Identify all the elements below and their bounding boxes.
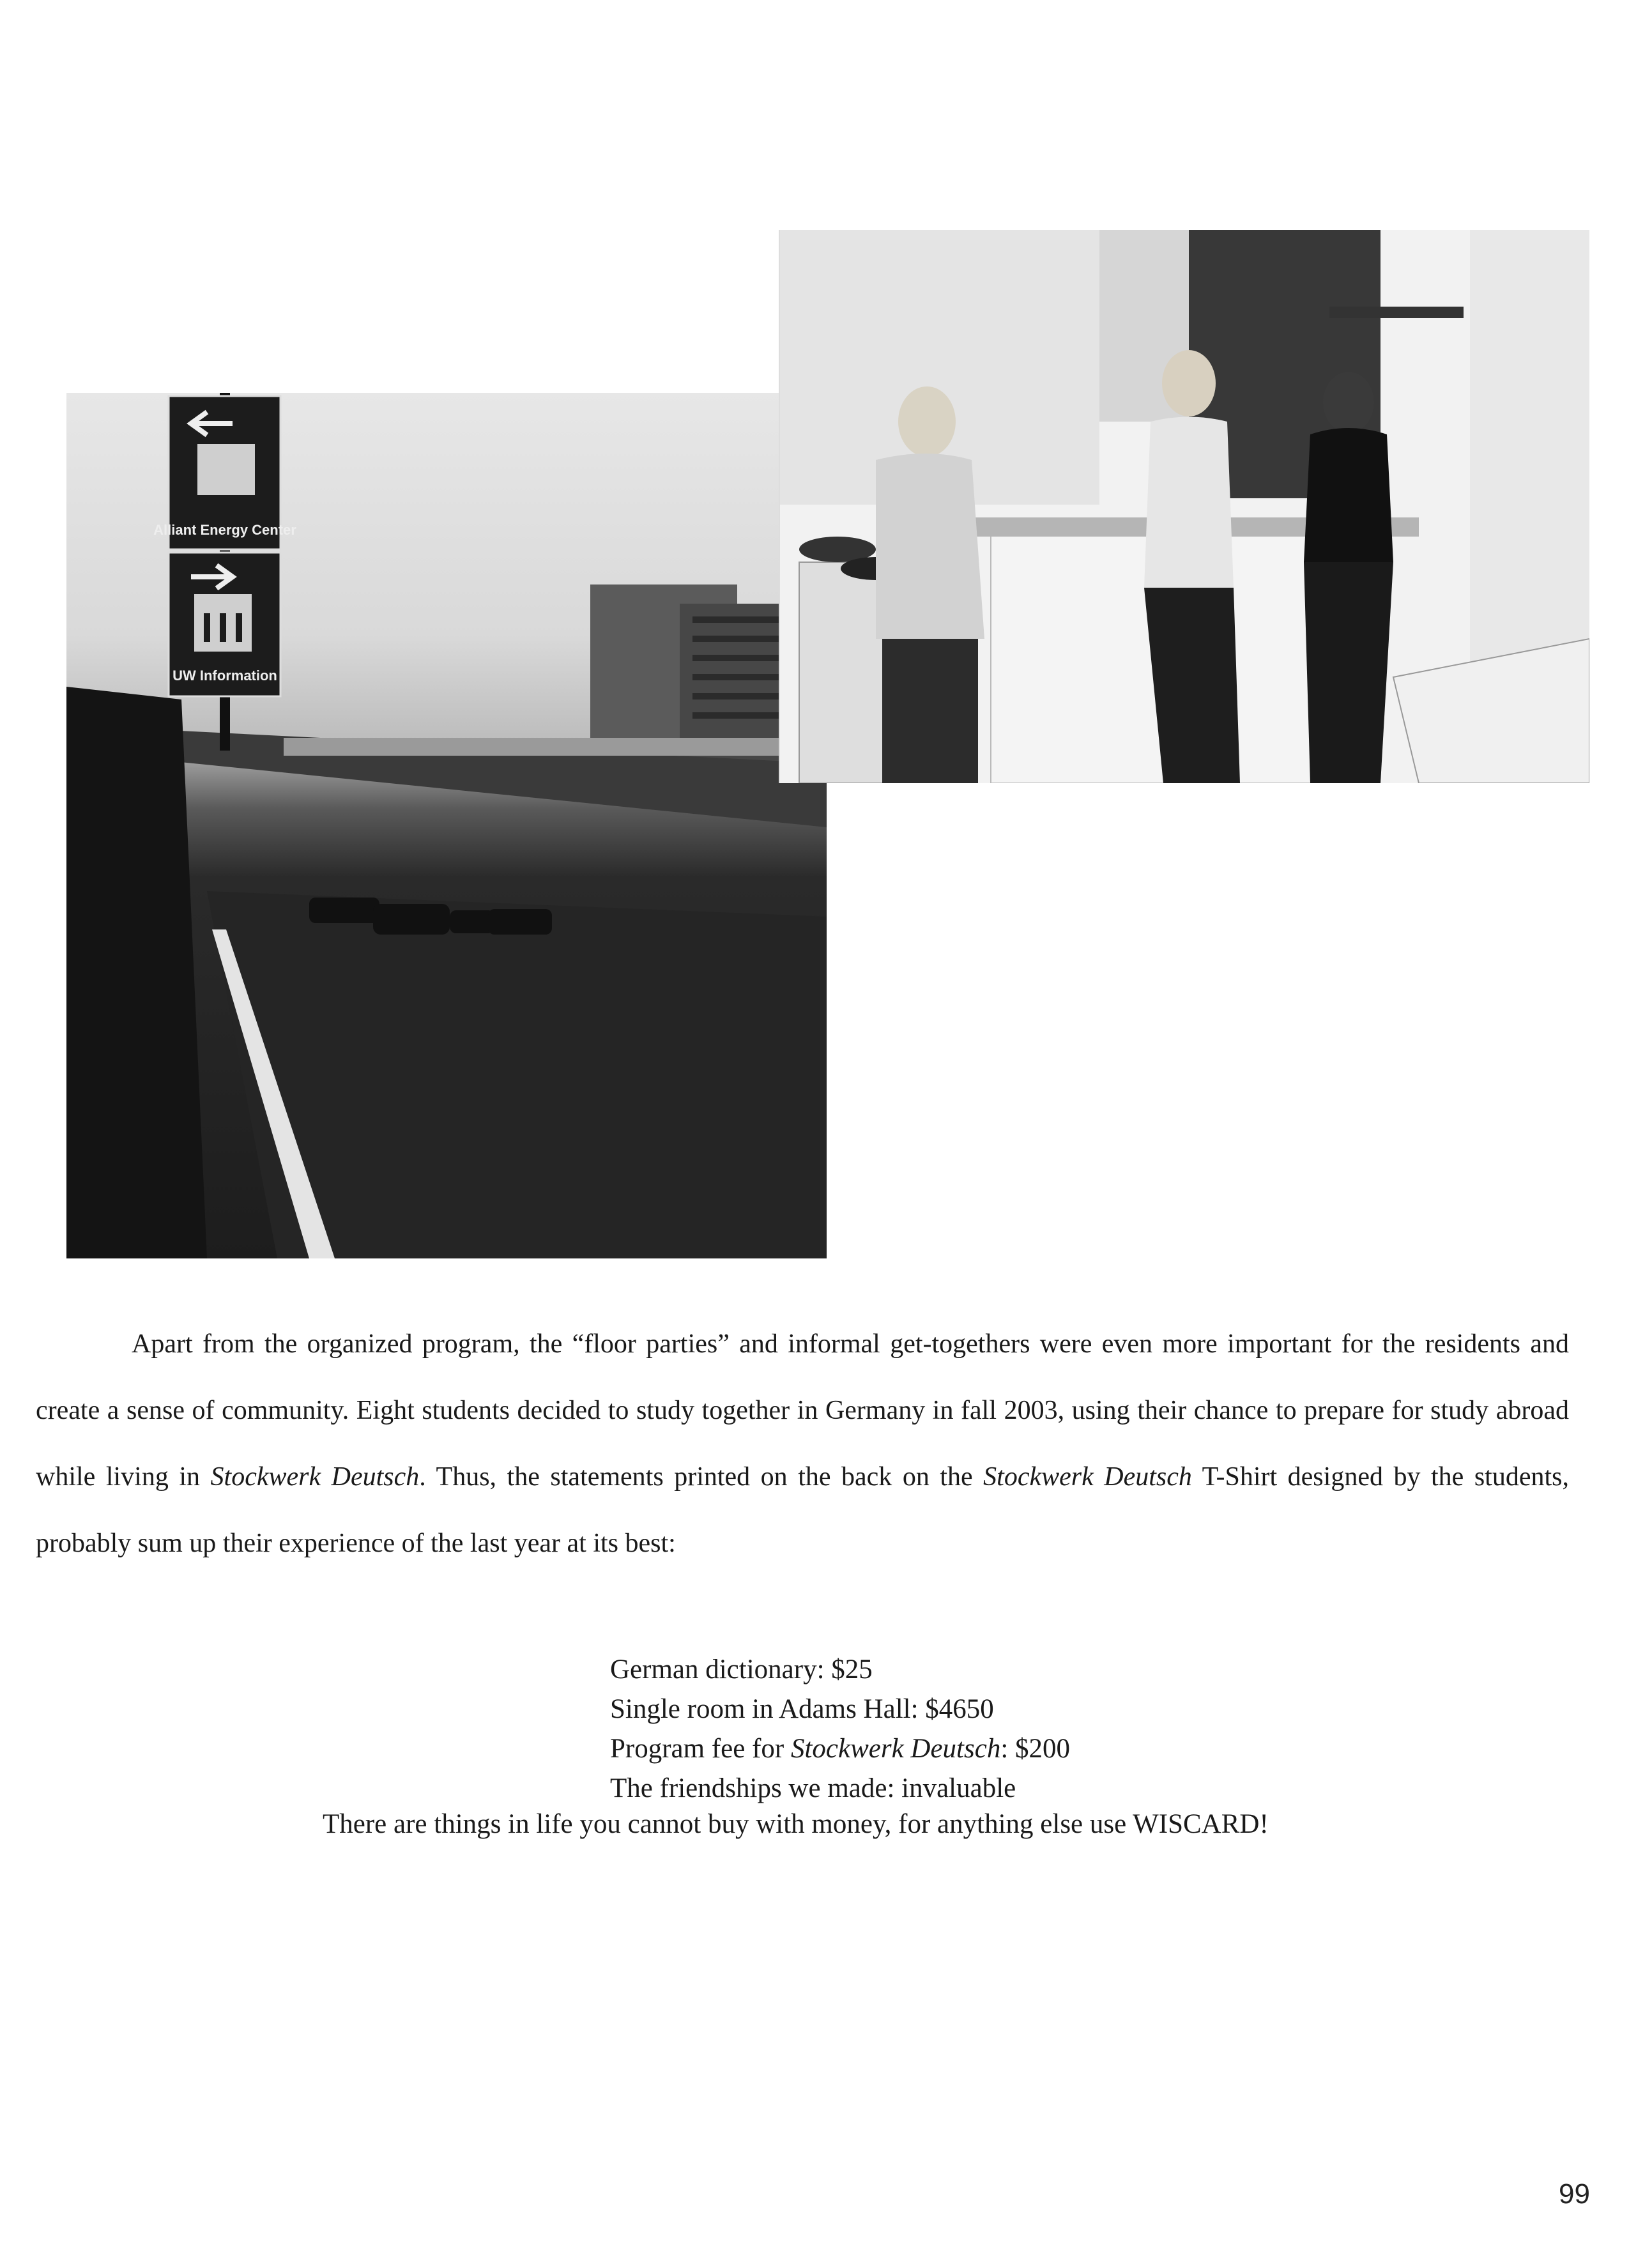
statement-line: The friendships we made: invaluable [610, 1773, 1016, 1803]
shelf-bar [1329, 307, 1464, 318]
person3-head [1323, 372, 1374, 433]
side-counter [1393, 639, 1589, 783]
program-name: Stockwerk Deutsch [983, 1462, 1192, 1492]
body-paragraph [36, 1311, 1569, 1577]
sign-top-label: Alliant Energy Center [153, 522, 296, 538]
statement-prefix: Program fee for [610, 1734, 791, 1764]
program-name: Stockwerk Deutsch [790, 1734, 1001, 1764]
person1-shirt [876, 454, 984, 639]
person3-shirt [1304, 428, 1393, 562]
body-text-part-2: . Thus, the statements printed on the back on the [419, 1462, 984, 1492]
statement-line: Single room in Adams Hall: $4650 [610, 1694, 994, 1724]
statement-line [610, 1729, 1070, 1769]
wall-right [1470, 230, 1589, 690]
statement-line: German dictionary: $25 [610, 1654, 873, 1685]
person1-head [898, 386, 956, 457]
body-text-part-1: Apart from the organized program, the “floor parties” and informal get-togethers were even more important for the residents and create a sense of community. Eight students decided to study together in Germany in fall 2003, using their chance to prepare for study abroad while living in [36, 1329, 1569, 1492]
bridge-railing [284, 738, 827, 756]
kitchen-photo-graphic [780, 230, 1589, 783]
street-photo [66, 393, 827, 1258]
building-icon-columns [204, 613, 242, 642]
tshirt-statements [610, 1650, 1070, 1808]
roadside-shadow [66, 687, 207, 1258]
person3-pants [1304, 562, 1393, 783]
street-photo-graphic [66, 393, 827, 1258]
closing-statement: There are things in life you cannot buy with money, for anything else use WISCARD! [323, 1809, 1269, 1839]
statement-suffix: : $200 [1000, 1734, 1071, 1764]
program-name: Stockwerk Deutsch [210, 1462, 420, 1492]
person1-jeans [882, 639, 978, 783]
sign-bottom-label: UW Information [172, 668, 277, 684]
arena-icon [197, 444, 255, 495]
person2-shirt [1144, 417, 1234, 588]
kitchen-photo [779, 230, 1589, 783]
body-text-part-3: T-Shirt designed by the students, probably sum up their experience of the last year at its best: [36, 1462, 1569, 1558]
person2-head [1162, 350, 1216, 416]
page-number: 99 [1559, 2178, 1590, 2210]
